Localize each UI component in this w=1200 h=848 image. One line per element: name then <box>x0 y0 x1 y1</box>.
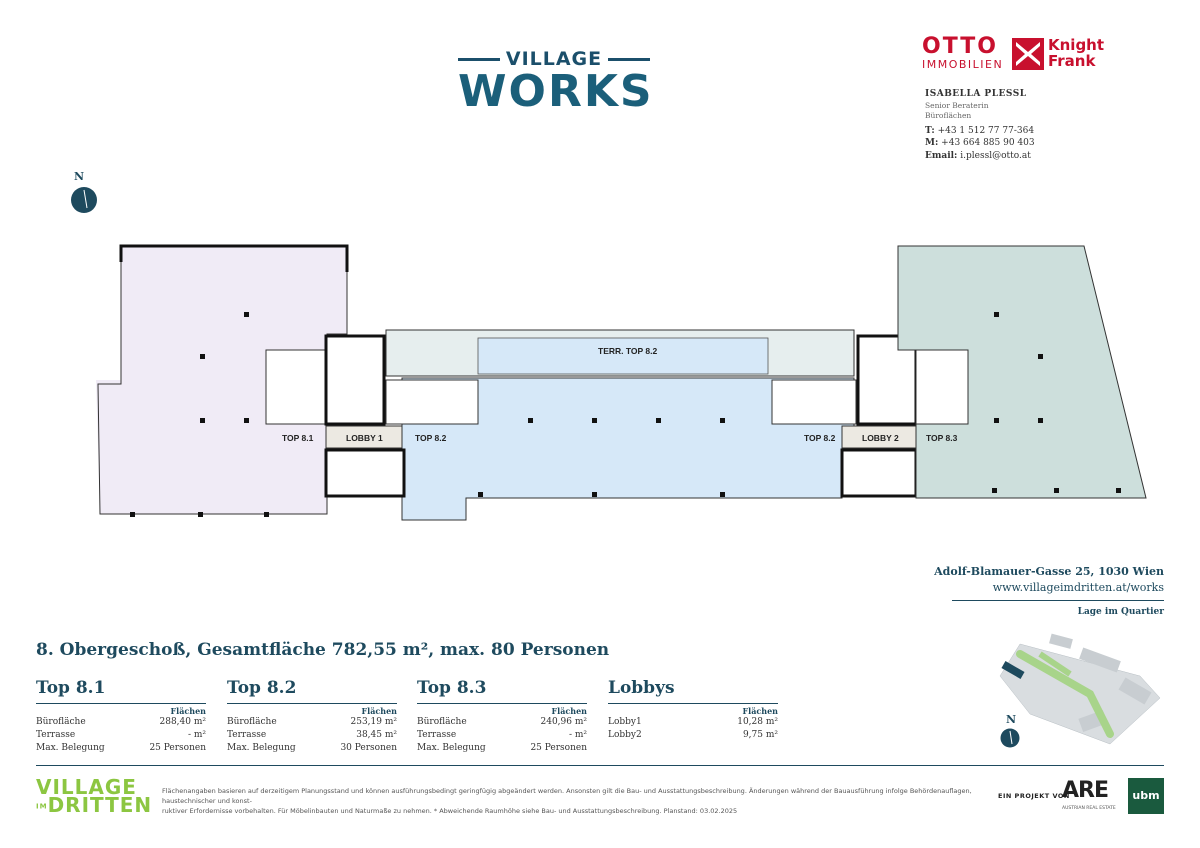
table-row <box>417 742 587 755</box>
label-top-8-2-right: TOP 8.2 <box>804 433 836 443</box>
tel-value[interactable]: +43 1 512 77 77-364 <box>937 125 1035 136</box>
row-label: Terrasse <box>417 730 457 740</box>
row-label: Terrasse <box>227 730 267 740</box>
table-row <box>417 716 587 729</box>
table-title: Top 8.2 <box>227 678 297 698</box>
table-head: Flächen <box>170 706 206 716</box>
vid-logo-dritten: DRITTEN <box>47 793 153 817</box>
compass-icon <box>70 186 98 214</box>
table-row <box>36 716 206 729</box>
disclaimer-line2: ruktiver Erfordernisse vorbehalten. Für Möbelinbauten und Naturmaße zu nehmen. * Abweichende Raumhöhe siehe Bau- und Ausstattungsbeschreibung. Planstand: 03.02.2025 <box>162 807 738 815</box>
contact-mobile <box>925 137 1035 150</box>
label-lobby-1: LOBBY 1 <box>346 433 383 443</box>
table-row <box>36 742 206 755</box>
otto-logo-text: OTTO <box>922 34 998 59</box>
row-label: Lobby2 <box>608 730 642 740</box>
knight-frank-logo <box>1048 37 1104 69</box>
row-label: Bürofläche <box>227 717 277 727</box>
otto-logo-subtext: IMMOBILIEN <box>922 58 1004 71</box>
email-value[interactable]: i.plessl@otto.at <box>960 150 1031 161</box>
village-im-dritten-logo <box>36 775 153 817</box>
row-value: 25 Personen <box>149 743 206 753</box>
contact-role-2: Büroflächen <box>925 110 972 120</box>
contact-block <box>925 88 1035 162</box>
map-north-label: N <box>1006 713 1017 726</box>
contact-email <box>925 150 1035 163</box>
vid-logo-line1: VILLAGE <box>36 775 137 799</box>
north-label: N <box>74 170 85 183</box>
row-label: Max. Belegung <box>417 743 486 753</box>
project-by-label: EIN PROJEKT VON <box>998 792 1070 800</box>
map-compass-icon <box>1000 728 1020 748</box>
row-label: Terrasse <box>36 730 76 740</box>
terrace-inner <box>478 338 768 374</box>
table-divider <box>608 703 778 704</box>
row-value: - m² <box>187 730 206 740</box>
location-map <box>960 624 1164 750</box>
village-works-logo <box>458 48 654 117</box>
disclaimer <box>162 786 982 816</box>
mobile-label: M: <box>925 138 939 148</box>
table-head: Flächen <box>742 706 778 716</box>
table-divider <box>417 703 587 704</box>
table-title: Top 8.1 <box>36 678 106 698</box>
table-row <box>227 716 397 729</box>
row-value: 10,28 m² <box>737 717 778 727</box>
are-logo-subtext: AUSTRIAN REAL ESTATE <box>1062 806 1116 811</box>
logo-works-text: WORKS <box>458 66 654 117</box>
elevators-left <box>326 450 404 496</box>
row-value: 25 Personen <box>530 743 587 753</box>
label-top-8-3: TOP 8.3 <box>926 433 958 443</box>
floor-plan <box>88 238 1154 530</box>
row-value: - m² <box>568 730 587 740</box>
address-divider <box>952 600 1164 601</box>
core-left <box>326 336 384 424</box>
knight-frank-mark-icon <box>1012 38 1044 70</box>
wc-block-left <box>266 350 327 424</box>
wc-block-right <box>916 350 968 424</box>
contact-role: Senior Beraterin <box>925 100 989 110</box>
row-value: 240,96 m² <box>540 717 587 727</box>
table-lobbys <box>608 678 778 742</box>
contact-tel <box>925 125 1035 138</box>
table-head: Flächen <box>361 706 397 716</box>
row-value: 38,45 m² <box>356 730 397 740</box>
table-head: Flächen <box>551 706 587 716</box>
mobile-value[interactable]: +43 664 885 90 403 <box>941 138 1035 148</box>
label-terrace: TERR. TOP 8.2 <box>598 346 658 356</box>
row-label: Max. Belegung <box>36 743 105 753</box>
row-label: Bürofläche <box>36 717 86 727</box>
vid-logo-line2 <box>36 793 153 817</box>
address-url[interactable]: www.villageimdritten.at/works <box>992 581 1164 594</box>
row-label: Lobby1 <box>608 717 642 727</box>
rooms-right <box>772 380 856 424</box>
table-row <box>36 729 206 742</box>
row-value: 30 Personen <box>340 743 397 753</box>
table-row <box>227 742 397 755</box>
kf-line2: Frank <box>1048 52 1096 70</box>
row-label: Max. Belegung <box>227 743 296 753</box>
row-label: Bürofläche <box>417 717 467 727</box>
tel-label: T: <box>925 125 935 136</box>
row-value: 9,75 m² <box>742 730 778 740</box>
address-block <box>934 564 1164 596</box>
row-value: 253,19 m² <box>350 717 397 727</box>
are-logo: ARE <box>1062 778 1108 803</box>
elevators-right <box>842 450 916 496</box>
email-label: Email: <box>925 150 958 161</box>
table-top-8-2 <box>227 678 397 755</box>
ubm-logo: ubm <box>1128 778 1164 814</box>
label-lobby-2: LOBBY 2 <box>862 433 899 443</box>
row-value: 288,40 m² <box>159 717 206 727</box>
table-divider <box>227 703 397 704</box>
rooms-left <box>386 380 478 424</box>
contact-name: ISABELLA PLESSL <box>925 89 1027 99</box>
table-top-8-1 <box>36 678 206 755</box>
table-title: Lobbys <box>608 678 675 698</box>
kf-line1: Knight <box>1048 36 1105 54</box>
footer-divider <box>36 765 1164 766</box>
floor-headline: 8. Obergeschoß, Gesamtfläche 782,55 m², max. 80 Personen <box>36 640 610 660</box>
table-row <box>417 729 587 742</box>
label-top-8-2-left: TOP 8.2 <box>415 433 447 443</box>
table-divider <box>36 703 206 704</box>
disclaimer-line1: Flächenangaben basieren auf derzeitigem Planungsstand und können ausführungsbedingt geringfügig abgeändert werden. Ansonsten gilt die Bau- und Ausstattungsbeschreibung. Änderungen während der Bauausführung infolge Behördenauflagen, haustechnischer und konst- <box>162 787 972 805</box>
table-top-8-3 <box>417 678 587 755</box>
map-title: Lage im Quartier <box>1077 607 1164 617</box>
address-street: Adolf-Blamauer-Gasse 25, 1030 Wien <box>934 565 1164 578</box>
logo-village-text: VILLAGE <box>458 48 650 70</box>
table-title: Top 8.3 <box>417 678 487 698</box>
otto-logo <box>922 36 1003 71</box>
table-row <box>608 716 778 729</box>
table-row <box>608 729 778 742</box>
table-row <box>227 729 397 742</box>
vid-logo-im: IM <box>36 802 48 811</box>
label-top-8-1: TOP 8.1 <box>282 433 314 443</box>
